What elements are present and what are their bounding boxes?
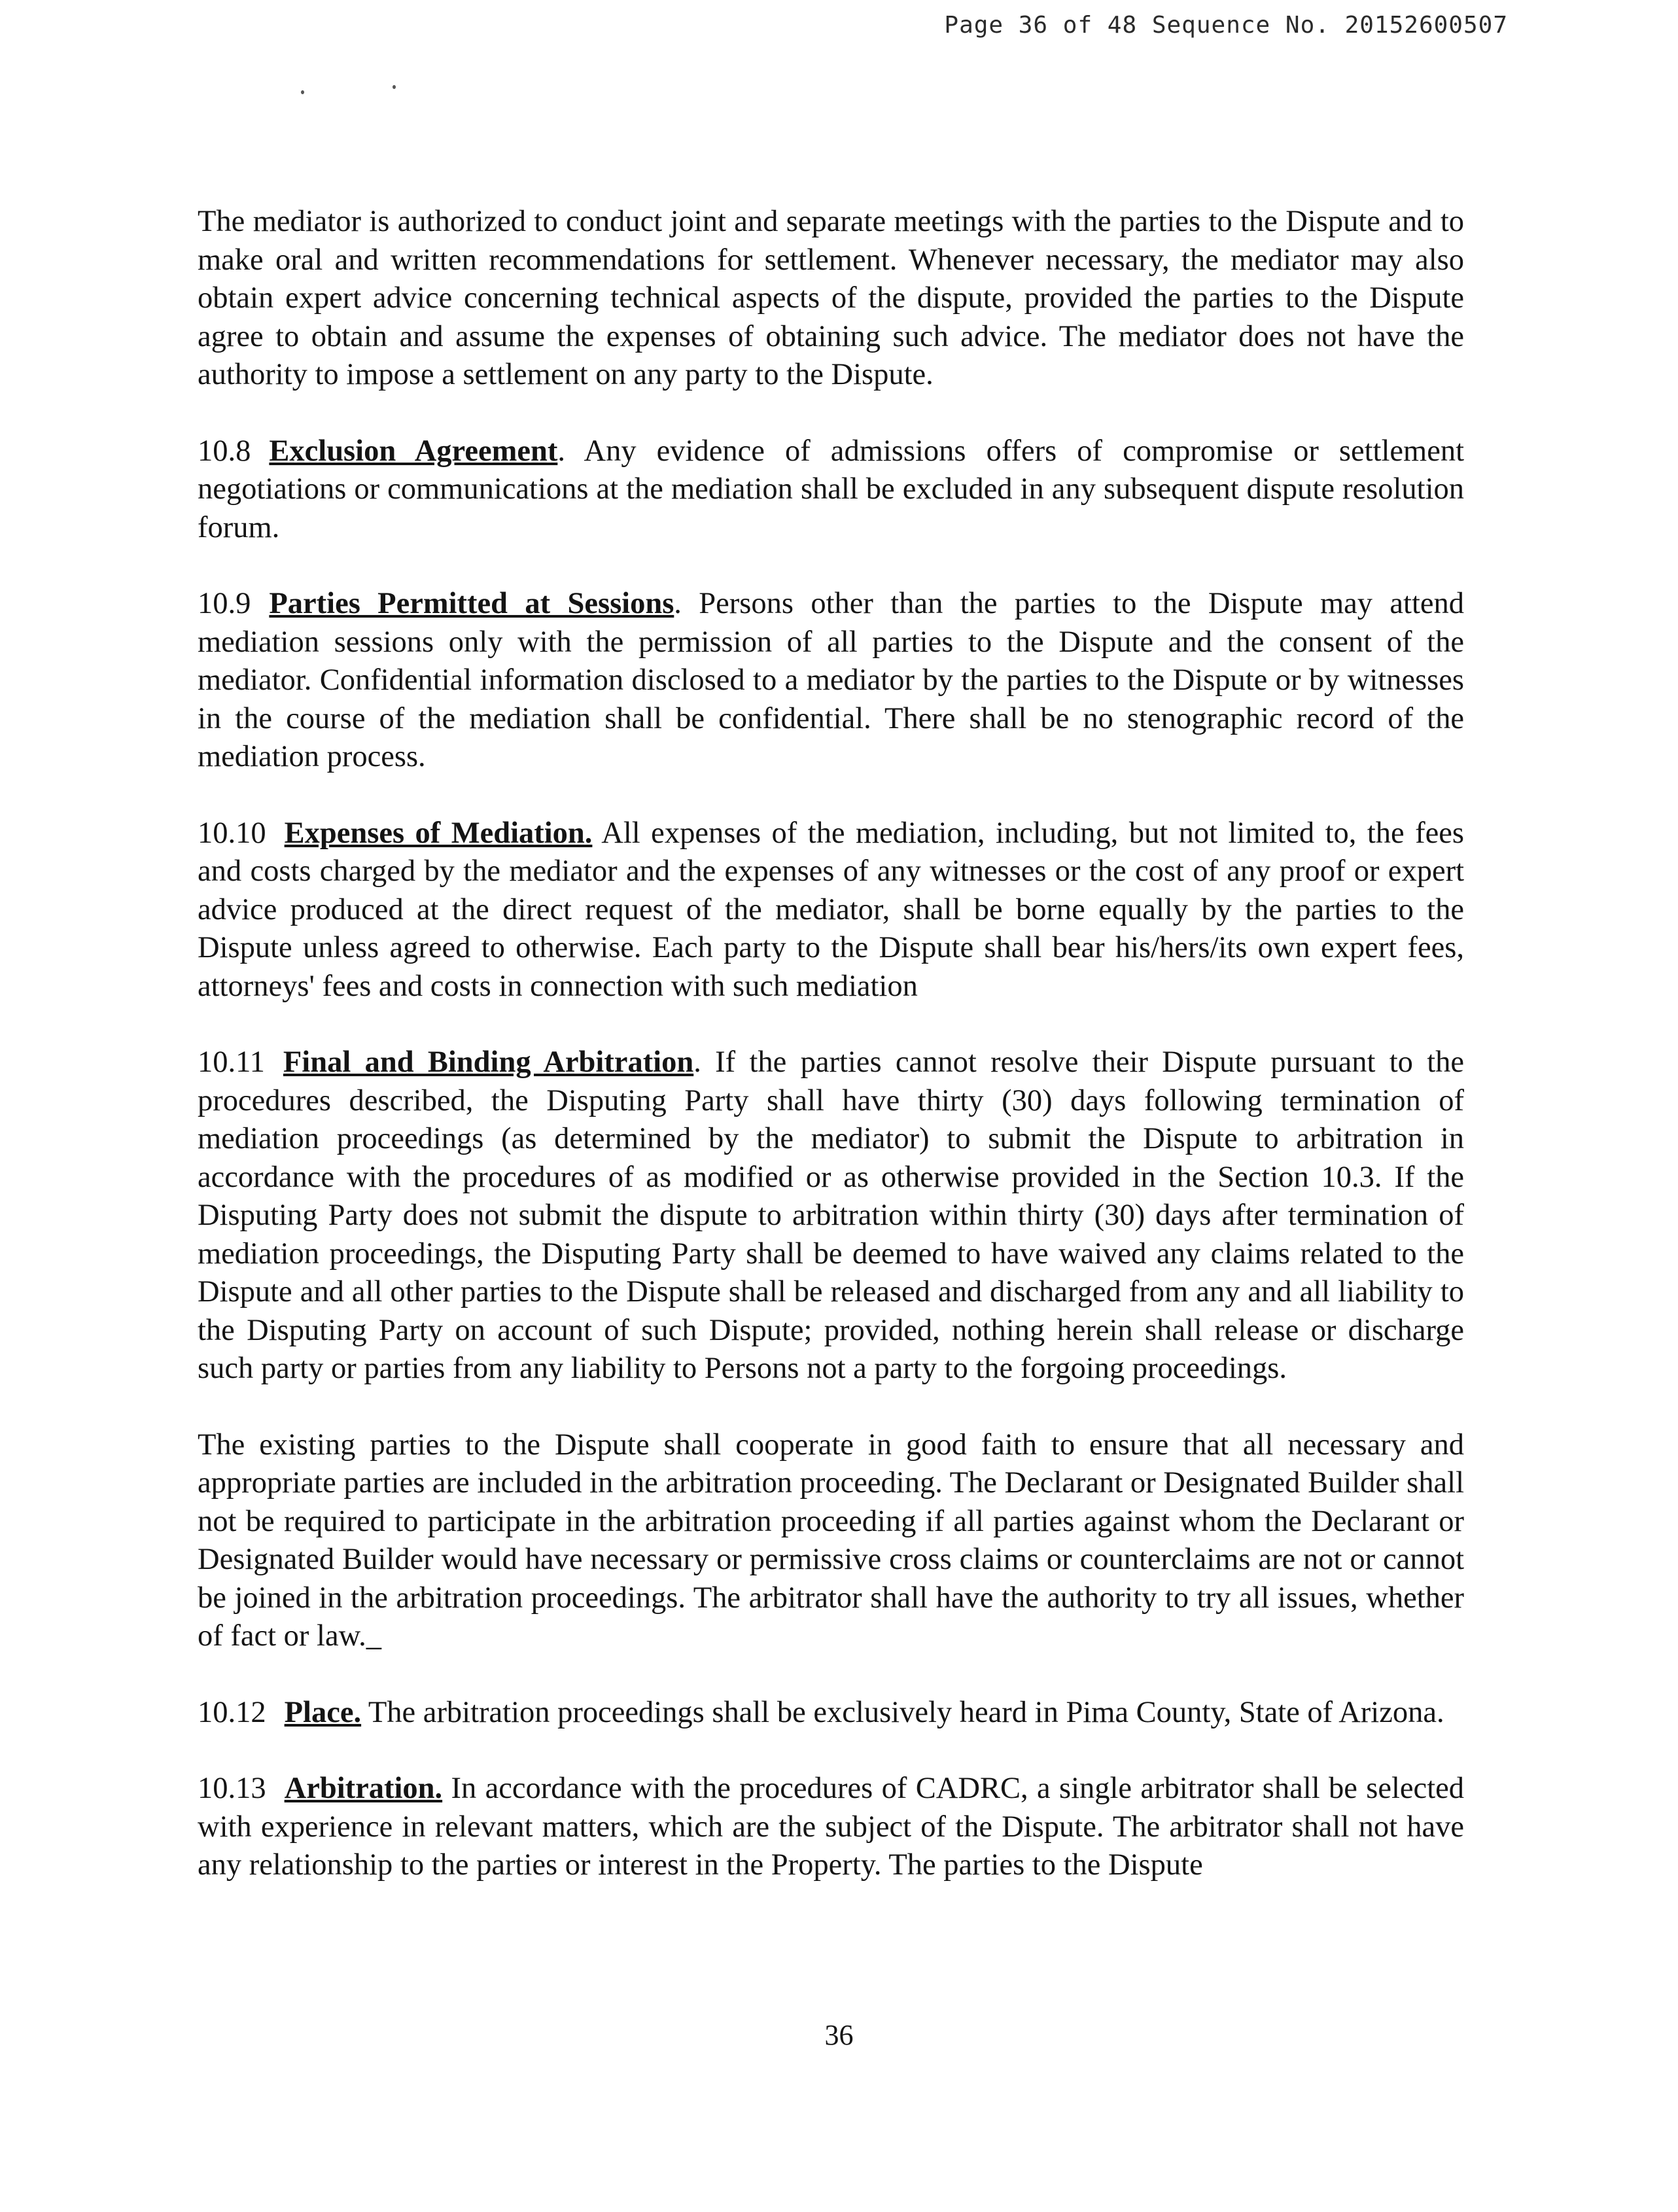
section-10-11 [198,1044,1464,1388]
section-10-9 [198,585,1464,777]
scan-speck [301,90,304,94]
section-text: The arbitration proceedings shall be exclusively heard in Pima County, State of Arizona. [361,1695,1444,1729]
section-title: Arbitration. [284,1772,443,1805]
section-text: In accordance with the procedures of CADRC, a single arbitrator shall be selected with experience in relevant matters, which are the subject of the Dispute. The arbitrator shall not have any relationship to the parties or interest in the Property. The parties to the Dispute [198,1772,1464,1882]
section-title: Final and Binding Arbitration [283,1045,694,1079]
paragraph-mediator-authority [198,203,1464,395]
paragraph-text: The existing parties to the Dispute shall cooperate in good faith to ensure that all necessary and appropriate parties are included in the arbitration proceeding. The Declarant or Designated Builder shall not be required to participate in the arbitration proceeding if all parties against whom the Declarant or Designated Builder would have necessary or permissive cross claims or counterclaims are not or cannot be joined in the arbitration proceedings. The arbitrator shall have the authority to try all issues, whether of fact or law._ [198,1428,1464,1653]
section-10-8 [198,432,1464,548]
section-10-13 [198,1770,1464,1885]
paragraph-text: The mediator is authorized to conduct joint and separate meetings with the parties to the Dispute and to make oral and written recommendations for settlement. Whenever necessary, the mediator may also obtain expert advice concerning technical aspects of the dispute, provided the parties to the Dispute agree to obtain and assume the expenses of obtaining such advice. The mediator does not have the authority to impose a settlement on any party to the Dispute. [198,205,1464,391]
section-number: 10.8 [198,434,251,468]
section-number: 10.9 [198,587,251,620]
section-number: 10.12 [198,1695,266,1729]
section-title: Expenses of Mediation. [284,816,593,850]
section-number: 10.10 [198,816,266,850]
section-text: . Any evidence of admissions offers of compromise or settlement negotiations or communications at the mediation shall be excluded in any subsequent dispute resolution forum. [198,434,1465,544]
section-text: . Persons other than the parties to the Dispute may attend mediation sessions only with the permission of all parties to the Dispute and the consent of the mediator. Confidential information disclosed to a mediator by the parties to the Dispute or by witnesses in the course of the mediation shall be confidential. There shall be no stenographic record of the mediation process. [198,587,1464,773]
section-title: Parties Permitted at Sessions [269,587,674,620]
section-title: Place. [284,1695,362,1729]
scan-speck [393,85,396,89]
paragraph-existing-parties [198,1426,1464,1656]
section-text: . If the parties cannot resolve their Dispute pursuant to the procedures described, the Disputing Party shall have thirty (30) days following termination of mediation proceedings (as determined by the mediator) to submit the Dispute to arbitration in accordance with the procedures of as modified or as otherwise provided in the Section 10.3. If the Disputing Party does not submit the dispute to arbitration within thirty (30) days after termination of mediation proceedings, the Disputing Party shall be deemed to have waived any claims related to the Dispute and all other parties to the Dispute shall be released and discharged from any and all liability to the Disputing Party on account of such Dispute; provided, nothing herein shall release or discharge such party or parties from any liability to Persons not a party to the forgoing proceedings. [198,1045,1464,1385]
page-header: Page 36 of 48 Sequence No. 20152600507 [944,12,1508,39]
section-10-12 [198,1694,1464,1732]
page-number: 36 [824,2019,854,2051]
section-10-10 [198,815,1464,1006]
section-number: 10.11 [198,1045,265,1079]
section-text: All expenses of the mediation, including, but not limited to, the fees and costs charged by the mediator and the expenses of any witnesses or the cost of any proof or expert advice produced at the direct request of the mediator, shall be borne equally by the parties to the Dispute unless agreed to otherwise. Each party to the Dispute shall bear his/hers/its own expert fees, attorneys' fees and costs in connection with such mediation [198,816,1464,1003]
document-body [198,203,1464,1923]
section-title: Exclusion Agreement [269,434,558,468]
section-number: 10.13 [198,1772,266,1805]
